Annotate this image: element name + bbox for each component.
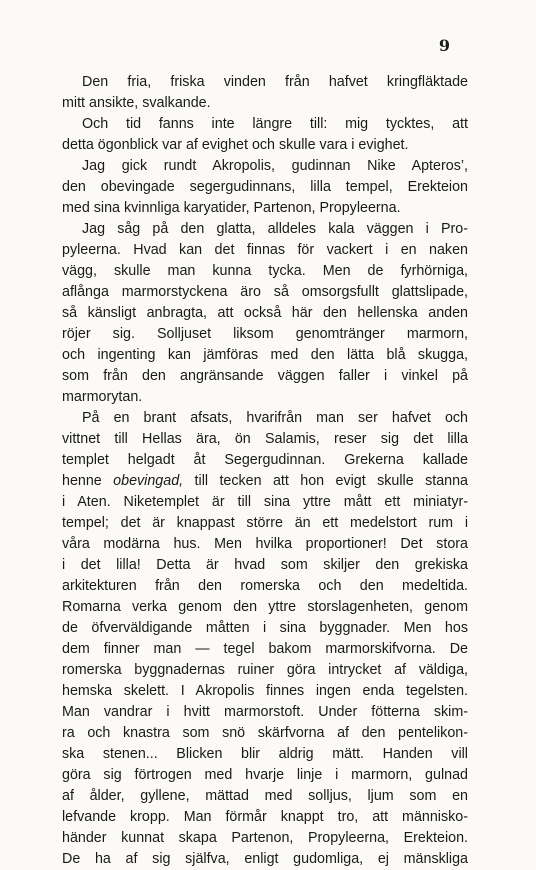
text-line: Och tid fanns inte längre till: mig tycktes, att (82, 116, 468, 132)
text-line: af ålder, gyllene, mättad med solljus, ljum som en (62, 788, 468, 804)
text-line: Romarna verka genom den yttre storslagenheten, genom (62, 599, 468, 615)
text-line: marmorytan. (62, 389, 143, 405)
text-line: dem finner man — tegel bakom marmorskifvorna. De (62, 641, 468, 657)
text-line: med sina kvinnliga karyatider, Partenon, Propyleerna. (62, 200, 401, 216)
text-line: aflånga marmorstyckena äro så omsorgsfullt glattslipade, (62, 284, 468, 300)
text-line: hemska skelett. I Akropolis finnes ingen enda tegelsten. (62, 683, 468, 699)
text-segment: henne (62, 473, 114, 489)
text-line: händer kunnat skapa Partenon, Propyleerna, Erekteion. (62, 830, 468, 846)
body-text (62, 72, 468, 870)
text-line: göra sig förtrogen med hvarje linje i marmorn, gulnad (62, 767, 468, 783)
text-line: vittnet till Hellas ära, ön Salamis, reser sig det lilla (62, 431, 468, 447)
text-line: röjer sig. Solljuset liksom genomtränger marmorn, (62, 326, 468, 342)
text-line: Jag gick rundt Akropolis, gudinnan Nike Apteros’, (82, 158, 468, 174)
page-number: 9 (438, 36, 450, 55)
text-line: våra modärna hus. Men hvilka proportioner! Det stora (62, 536, 468, 552)
text-line: ska stenen... Blicken blir aldrig mätt. Handen vill (62, 746, 468, 762)
text-line: de öfverväldigande måtten i sina byggnader. Men hos (62, 620, 468, 636)
text-line: romerska byggnadernas ruiner göra intrycket af väldiga, (62, 662, 468, 678)
emphasized-word: obevingad, (113, 473, 184, 489)
text-line: lefvande kropp. Man förmår knappt tro, att människo- (62, 809, 468, 825)
text-line: ra och knastra som snö skärfvorna af den pentelikon- (62, 725, 468, 741)
text-line: mitt ansikte, svalkande. (62, 95, 211, 111)
text-line: i det lilla! Detta är hvad som skiljer den grekiska (62, 557, 468, 573)
text-line: Den fria, friska vinden från hafvet kringfläktade (82, 74, 468, 90)
text-line: templet helgadt åt Segergudinnan. Grekerna kallade (62, 452, 468, 468)
text-line: tempel; det är knappast större än ett medelstort rum i (62, 515, 468, 531)
text-line: som från den angränsande väggen faller i vinkel på (62, 368, 468, 384)
text-segment: till tecken att hon evigt skulle stanna (183, 473, 469, 489)
text-line: detta ögonblick var af evighet och skulle vara i evighet. (62, 137, 409, 153)
text-line: i Aten. Niketemplet är till sina yttre mått ett miniatyr- (62, 494, 468, 510)
text-line: Jag såg på den glatta, alldeles kala väggen i Pro- (82, 221, 468, 237)
text-line: pyleerna. Hvad kan det finnas för vackert i en naken (62, 242, 468, 258)
text-line: den obevingade segergudinnans, lilla tempel, Erekteion (62, 179, 468, 195)
text-line: De ha af sig själfva, enligt gudomliga, ej mänskliga (62, 851, 468, 867)
text-line: så känsligt anbragta, att också här den hellenska anden (62, 305, 468, 321)
text-line: På en brant afsats, hvarifrån man ser hafvet och (82, 410, 468, 426)
text-line: arkitekturen från den romerska och den medeltida. (62, 578, 468, 594)
text-line: Man vandrar i hvitt marmorstoft. Under fötterna skim- (62, 704, 468, 720)
text-line: vägg, skulle man kunna tycka. Men de fyrhörniga, (62, 263, 468, 279)
text-line (62, 471, 468, 492)
text-line: och ingenting kan jämföras med den lätta blå skugga, (62, 347, 468, 363)
